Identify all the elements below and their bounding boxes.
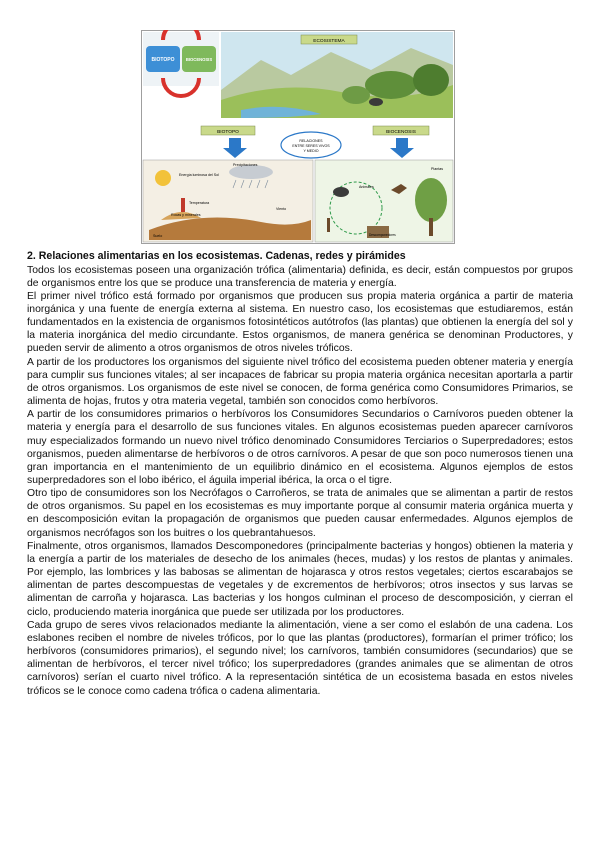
paragraph-4: A partir de los consumidores primarios o herbívoros los Consumidores Secundarios o Carnívoros pueden obtener la materia y energía para el desarrollo de sus funciones vitales. En algunos ecosistemas pueden aparecer carnívoros muy especializados formando un nuevo nivel trófico denominado Consumidores Terciarios o Superpredadores; estos organismos, pueden alimentarse de herbívoros o de otros carnívoros. A pesar de que son poco numerosos tienen una gran importancia en el mantenimiento de un equilibrio dinámico en el ecosistema. Algunos ejemplos de estos superpredadores son el lobo ibérico, el águila imperial ibérica, la orca o el tigre. xyxy=(27,409,573,486)
paragraph-3: A partir de los productores los organismos del siguiente nivel trófico del ecosistema pueden obtener materia y energía para cumplir sus funciones vitales; al ser incapaces de fabricar su propia materia orgánica necesitan aportarla a partir de otros organismos. Los organismos de este nivel se conocen, de forma genérica como Consumidores Primarios, se alimenta de hojas, frutos y otra materia vegetal, también son conocidos como herbívoros. xyxy=(27,356,573,408)
boar-icon xyxy=(333,187,349,197)
label-plantas: Plantas xyxy=(431,167,443,171)
paragraph-2: El primer nivel trófico está formado por organismos que producen sus propia materia orgánica a partir de materia inorgánica y una fuente de energía externa al sistema. En nuestro caso, los ecosistemas que estudiaremos, están fundamentados en la existencia de organismos fotosintéticos autótrofos (las plantas) que obtienen la energía del sol y la materia inorgánica del medio circundante. Estos organismos, de manera genérica se denominan Productores, y pueden servir de alimento a otros organismos de otros niveles tróficos. xyxy=(27,290,573,355)
biotopo-panel xyxy=(143,160,313,242)
label-temperatura: Temperatura xyxy=(189,201,210,205)
relations-line-1: RELACIONES xyxy=(299,139,323,143)
chip-biotopo-label: BIOTOPO xyxy=(151,57,175,63)
chip-biocenosis-label: BIOCENOSIS xyxy=(185,57,213,62)
thermometer-icon xyxy=(181,198,185,212)
biocenosis-panel xyxy=(315,160,453,242)
label-viento: Viento xyxy=(276,207,287,211)
relations-line-2: ENTRE SERES VIVOS xyxy=(292,144,330,148)
ecosystem-figure xyxy=(141,30,455,244)
label-animales: Animales xyxy=(359,185,374,189)
biotopo-section-label: BIOTOPO xyxy=(217,130,239,135)
landscape-scene xyxy=(221,32,453,118)
article-body xyxy=(27,250,573,698)
label-rocas: Rocas y minerales xyxy=(171,213,201,217)
section-heading: 2. Relaciones alimentarias en los ecosistemas. Cadenas, redes y pirámides xyxy=(27,250,406,262)
label-descomponedores: Descomponedores xyxy=(369,233,396,237)
paragraph-7: Cada grupo de seres vivos relacionados mediante la alimentación, viene a ser como el eslabón de una cadena. Los eslabones reciben el nombre de niveles tróficos, por lo que las plantas (productores), formarían el primer trófico; los herbívoros (consumidores primarios), el segundo nivel; los carnívoros, también consumidores (secundarios) que se alimentan de herbívoros, el tercer nivel trófico; los superpredadores (grandes animales que se alimentan de otros carnívoros) serían el cuarto nivel trófico. A la representación sintética de un ecosistema basada en estos niveles tróficos se le conoce como cadena trófica o cadena alimentaria. xyxy=(27,619,573,697)
label-suelo: Suelo xyxy=(153,234,163,238)
deer-icon xyxy=(327,218,330,232)
paragraph-6: Finalmente, otros organismos, llamados Descomponedores (principalmente bacterias y hongos) obtienen la materia y la energía a partir de los materiales de desecho de los animales (heces, mudas) y los restos de plantas y animales. Por ejemplo, las lombrices y las babosas se alimentan de hojarasca y otros restos vegetales; ciertos escarabajos se alimentan de partes descompuestas de vegetales y de excrementos de herbívoros; otros insectos y sus larvas se alimentan de carroña y hojarasca. Las bacterias y los hongos culminan el proceso de descomposición, y cierran el ciclo, produciendo materia inorgánica que puede ser utilizada por los productores. xyxy=(27,540,573,618)
label-precipitaciones: Precipitaciones xyxy=(233,163,258,167)
label-energia: Energía luminosa del Sol xyxy=(179,173,219,177)
paragraph-5: Otro tipo de consumidores son los Necrófagos o Carroñeros, se trata de animales que se alimentan a partir de restos de otros organismos. Su papel en los ecosistemas es muy importante porque al consumir materia orgánica muerta y en descomposición evitan la propagación de organismos que pueden causar enfermedades. Algunos ejemplos de organismos necrófagos son los buitres o los quebrantahuesos. xyxy=(27,488,573,539)
paragraph-1: Todos los ecosistemas poseen una organización trófica (alimentaria) definida, es decir, están compuestos por grupos de organismos entre los que se produce una transferencia de materia y energía. xyxy=(27,264,573,289)
relations-line-3: Y MEDIO xyxy=(303,149,319,153)
biocenosis-section-label: BIOCENOSIS xyxy=(386,130,416,135)
ecosystem-label: ECOSISTEMA xyxy=(313,39,345,44)
sun-icon xyxy=(155,170,171,186)
